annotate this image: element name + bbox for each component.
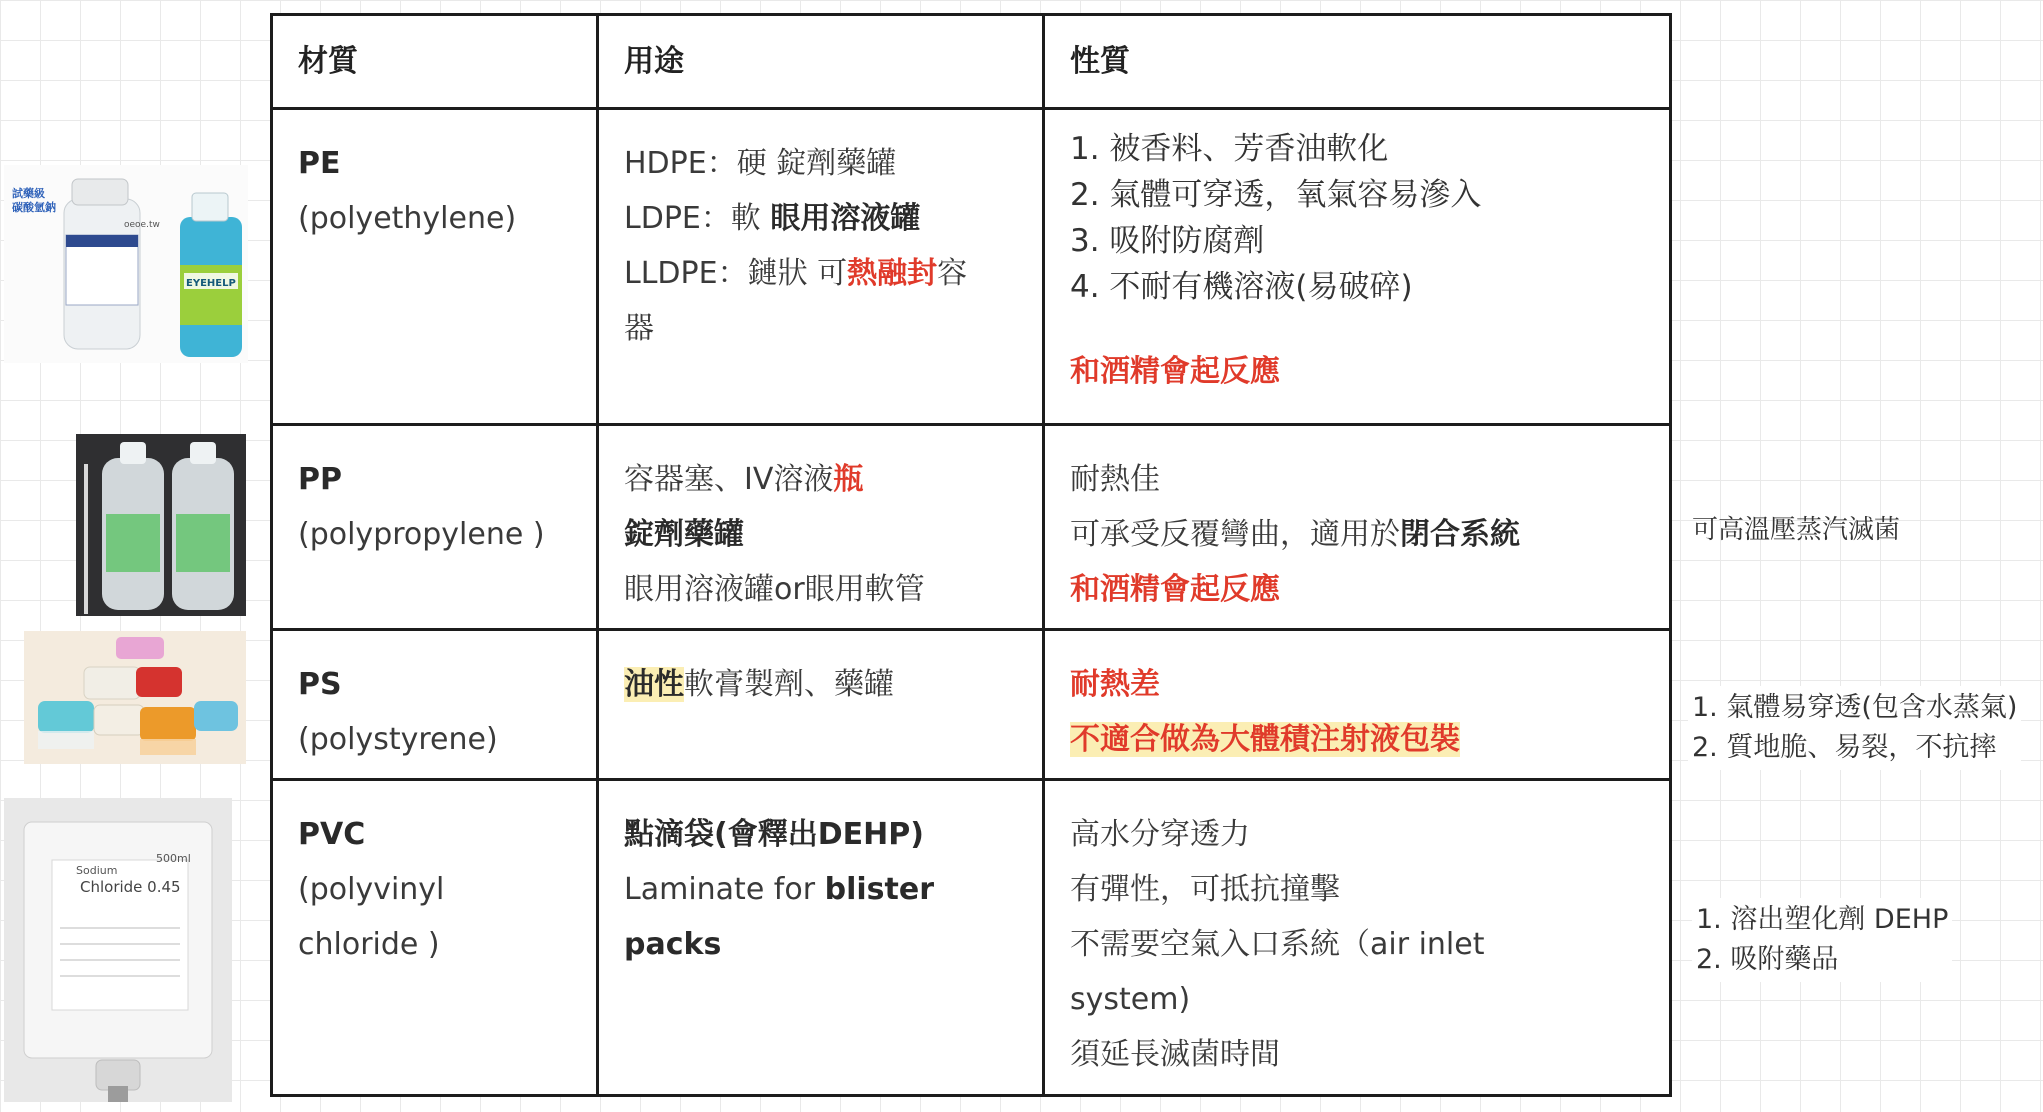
ps-use-1: [624, 657, 1042, 712]
pvc-iv-bag-drawing: [4, 798, 232, 1102]
pe-prop-2: 2. 氣體可穿透，氧氣容易滲入: [1070, 177, 1482, 213]
pe-prop-gap: [1070, 310, 1669, 344]
header-uses: 用途: [599, 16, 1045, 110]
pp-name: (polypropylene ): [298, 517, 545, 552]
ps-side-note-2: 2. 質地脆、易裂，不抗摔: [1692, 732, 1997, 763]
pp-use-1: [624, 452, 1042, 507]
pvc-use-2-prefix: Laminate for: [624, 872, 825, 907]
pvc-prop-2: 有彈性，可抵抗撞擊: [1070, 872, 1340, 907]
ps-uses-cell: [599, 631, 1045, 781]
pe-name: (polyethylene): [298, 201, 517, 236]
pvc-properties-cell: [1045, 781, 1669, 1094]
pe-use-lldpe-suffix: 容: [937, 256, 968, 291]
ps-prop-1: 耐熱差: [1070, 667, 1160, 702]
pvc-name-2: chloride ): [298, 927, 440, 962]
pe-use-ldpe-bold: 眼用溶液罐: [770, 201, 921, 236]
pe-abbr: PE: [298, 146, 341, 181]
pe-use-ldpe-prefix: LDPE：軟: [624, 201, 771, 236]
pp-use-1-prefix: 容器塞、IV溶液: [624, 462, 834, 497]
pvc-use-2-bold: blister: [824, 872, 934, 907]
pe-use-ldpe: [624, 191, 1042, 246]
pe-label-compound: 碳酸氫鈉: [12, 201, 56, 214]
pvc-iv-bag-image: [4, 798, 232, 1102]
header-material: 材質: [273, 16, 599, 110]
pvc-abbr: PVC: [298, 817, 366, 852]
pvc-use-3: packs: [624, 927, 722, 962]
pvc-prop-3: 不需要空氣入口系統（air inlet: [1070, 927, 1485, 962]
pvc-bag-label-sodium: Sodium: [76, 864, 118, 877]
pvc-name-1: (polyvinyl: [298, 872, 445, 907]
ps-jars-image: [24, 631, 246, 764]
pp-prop-2-prefix: 可承受反覆彎曲，適用於: [1070, 517, 1400, 552]
pp-abbr: PP: [298, 462, 342, 497]
pvc-side-note-1: 1. 溶出塑化劑 DEHP: [1696, 904, 1949, 935]
pp-use-2: 錠劑藥罐: [624, 517, 744, 552]
ps-use-rest: 軟膏製劑、藥罐: [684, 667, 894, 702]
ps-use-highlight: 油性: [624, 667, 684, 702]
pvc-use-2: [624, 862, 1042, 917]
pp-prop-2-bold: 閉合系統: [1400, 517, 1520, 552]
pp-prop-1: 耐熱佳: [1070, 462, 1160, 497]
pp-properties-cell: [1045, 426, 1669, 631]
pp-material-cell: [273, 426, 599, 631]
pp-uses-cell: [599, 426, 1045, 631]
pvc-side-note-2: 2. 吸附藥品: [1696, 944, 1839, 975]
pp-bottles-image: [76, 434, 246, 616]
header-properties: 性質: [1045, 16, 1669, 110]
ps-prop-2: [1070, 712, 1669, 767]
pe-prop-4: 4. 不耐有機溶液(易破碎): [1070, 269, 1413, 305]
pe-label-eyehelp: EYEHELP: [186, 278, 236, 289]
pe-material-cell: [273, 110, 599, 426]
pvc-uses-cell: [599, 781, 1045, 1094]
pe-prop-1: 1. 被香料、芳香油軟化: [1070, 131, 1389, 167]
pp-prop-2: [1070, 507, 1669, 562]
pvc-prop-5: 須延長滅菌時間: [1070, 1037, 1280, 1072]
pp-use-1-red: 瓶: [833, 462, 864, 497]
ps-side-note-1: 1. 氣體易穿透(包含水蒸氣): [1692, 692, 2018, 723]
plastics-comparison-table: [270, 13, 1672, 1097]
pe-prop-3: 3. 吸附防腐劑: [1070, 223, 1265, 259]
pvc-bag-label-chloride: Chloride 0.45: [80, 878, 181, 896]
ps-material-cell: [273, 631, 599, 781]
pp-side-note: 可高溫壓蒸汽滅菌: [1692, 515, 1901, 545]
pe-use-lldpe-wrap: 器: [624, 311, 654, 346]
pe-use-lldpe-red: 熱融封: [847, 256, 938, 291]
ps-properties-cell: [1045, 631, 1669, 781]
pe-bottles-image: [4, 165, 248, 363]
ps-abbr: PS: [298, 667, 342, 702]
pvc-material-cell: [273, 781, 599, 1094]
pvc-use-1: 點滴袋(會釋出DEHP): [624, 817, 924, 852]
pvc-side-note: [1692, 898, 1952, 982]
pe-use-lldpe: [624, 246, 1042, 301]
pe-properties-cell: [1045, 110, 1669, 426]
ps-prop-2-highlight: 不適合做為大體積注射液包裝: [1070, 722, 1460, 757]
pp-bottles-drawing: [76, 434, 246, 616]
pvc-bag-label-volume: 500ml: [156, 852, 191, 865]
pe-uses-cell: [599, 110, 1045, 426]
ps-side-note: [1688, 686, 2021, 770]
pp-use-3: 眼用溶液罐or眼用軟管: [624, 572, 925, 607]
pvc-prop-4: system): [1070, 982, 1191, 1017]
pp-prop-warning: 和酒精會起反應: [1070, 572, 1280, 607]
pvc-prop-1: 高水分穿透力: [1070, 817, 1250, 852]
pe-use-hdpe: HDPE：硬 錠劑藥罐: [624, 146, 897, 181]
pe-use-lldpe-prefix: LLDPE：鏈狀 可: [624, 256, 848, 291]
pe-prop-warning: 和酒精會起反應: [1070, 354, 1280, 389]
ps-jars-drawing: [24, 631, 246, 764]
ps-name: (polystyrene): [298, 722, 498, 757]
pe-label-site: oeoe.tw: [124, 220, 160, 230]
pe-label-grade: 試藥級: [12, 187, 45, 200]
